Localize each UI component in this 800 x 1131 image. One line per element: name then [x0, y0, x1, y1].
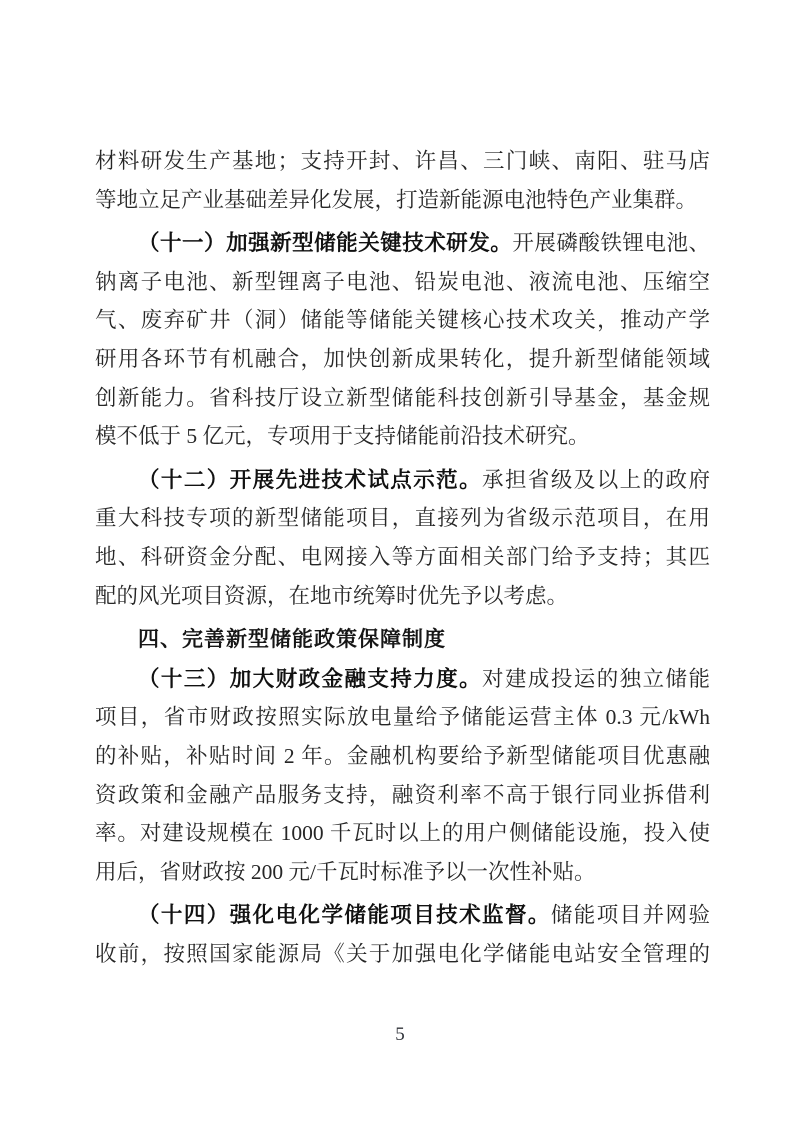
line-text: 收前，按照国家能源局《关于加强电化学储能电站安全管理的: [95, 941, 710, 966]
line-bold-segment: （十二）开展先进技术试点示范。: [138, 467, 483, 492]
line-text: 对建成投运的独立储能: [482, 666, 710, 691]
section-heading-text: 四、完善新型储能政策保障制度: [138, 628, 446, 652]
line-text: 等地立足产业基础差异化发展，打造新能源电池特色产业集群。: [95, 187, 698, 212]
paragraph-line: [95, 379, 710, 418]
document-body: [95, 142, 710, 973]
line-bold-segment: （十三）加大财政金融支持力度。: [138, 666, 483, 691]
line-text: 钠离子电池、新型锂离子电池、铅炭电池、液流电池、压缩空: [95, 269, 710, 294]
line-text: 模不低于 5 亿元，专项用于支持储能前沿技术研究。: [95, 424, 590, 449]
line-text: 开展磷酸铁锂电池、: [512, 231, 710, 256]
line-text: 用后，省财政按 200 元/千瓦时标准予以一次性补贴。: [95, 859, 596, 884]
line-text: 资政策和金融产品服务支持，融资利率不高于银行同业拆借利: [95, 782, 710, 807]
paragraph-line: [95, 737, 710, 776]
paragraph-line: [95, 499, 710, 538]
paragraph-line: [95, 577, 710, 616]
paragraph-line: [95, 853, 710, 892]
clause-heading-line-11: [95, 224, 710, 263]
line-text: 创新能力。省科技厅设立新型储能科技创新引导基金，基金规: [95, 385, 710, 410]
line-text: 研用各环节有机融合，加快创新成果转化，提升新型储能领域: [95, 346, 710, 371]
line-text: 气、废弃矿井（洞）储能等储能关键核心技术攻关，推动产学: [95, 308, 710, 333]
page-number: 5: [395, 1024, 405, 1045]
paragraph-line: [95, 538, 710, 577]
paragraph-line: [95, 814, 710, 853]
paragraph-line: [95, 301, 710, 340]
line-bold-segment: （十一）加强新型储能关键技术研发。: [138, 231, 513, 256]
clause-heading-line-13: [95, 660, 710, 699]
line-text: 的补贴，补贴时间 2 年。金融机构要给予新型储能项目优惠融: [95, 743, 710, 768]
line-text: 承担省级及以上的政府: [482, 467, 710, 492]
paragraph-line: [95, 417, 710, 456]
paragraph-line: [95, 776, 710, 815]
paragraph-line: [95, 142, 710, 181]
line-text: 材料研发生产基地；支持开封、许昌、三门峡、南阳、驻马店: [95, 149, 710, 173]
paragraph-line: [95, 935, 710, 974]
line-text: 储能项目并网验: [550, 903, 710, 928]
line-text: 项目，省市财政按照实际放电量给予储能运营主体 0.3 元/kWh: [95, 705, 710, 730]
line-bold-segment: （十四）强化电化学储能项目技术监督。: [138, 903, 551, 928]
paragraph-line: [95, 340, 710, 379]
paragraph-line: [95, 698, 710, 737]
line-text: 地、科研资金分配、电网接入等方面相关部门给予支持；其匹: [95, 544, 710, 569]
line-text: 配的风光项目资源，在地市统筹时优先予以考虑。: [95, 583, 569, 608]
line-text: 率。对建设规模在 1000 千瓦时以上的用户侧储能设施，投入使: [95, 821, 710, 846]
clause-heading-line-14: [95, 896, 710, 935]
paragraph-line: [95, 181, 710, 220]
section-heading: [95, 620, 710, 660]
line-text: 重大科技专项的新型储能项目，直接列为省级示范项目，在用: [95, 506, 710, 531]
clause-heading-line-12: [95, 461, 710, 500]
paragraph-line: [95, 263, 710, 302]
